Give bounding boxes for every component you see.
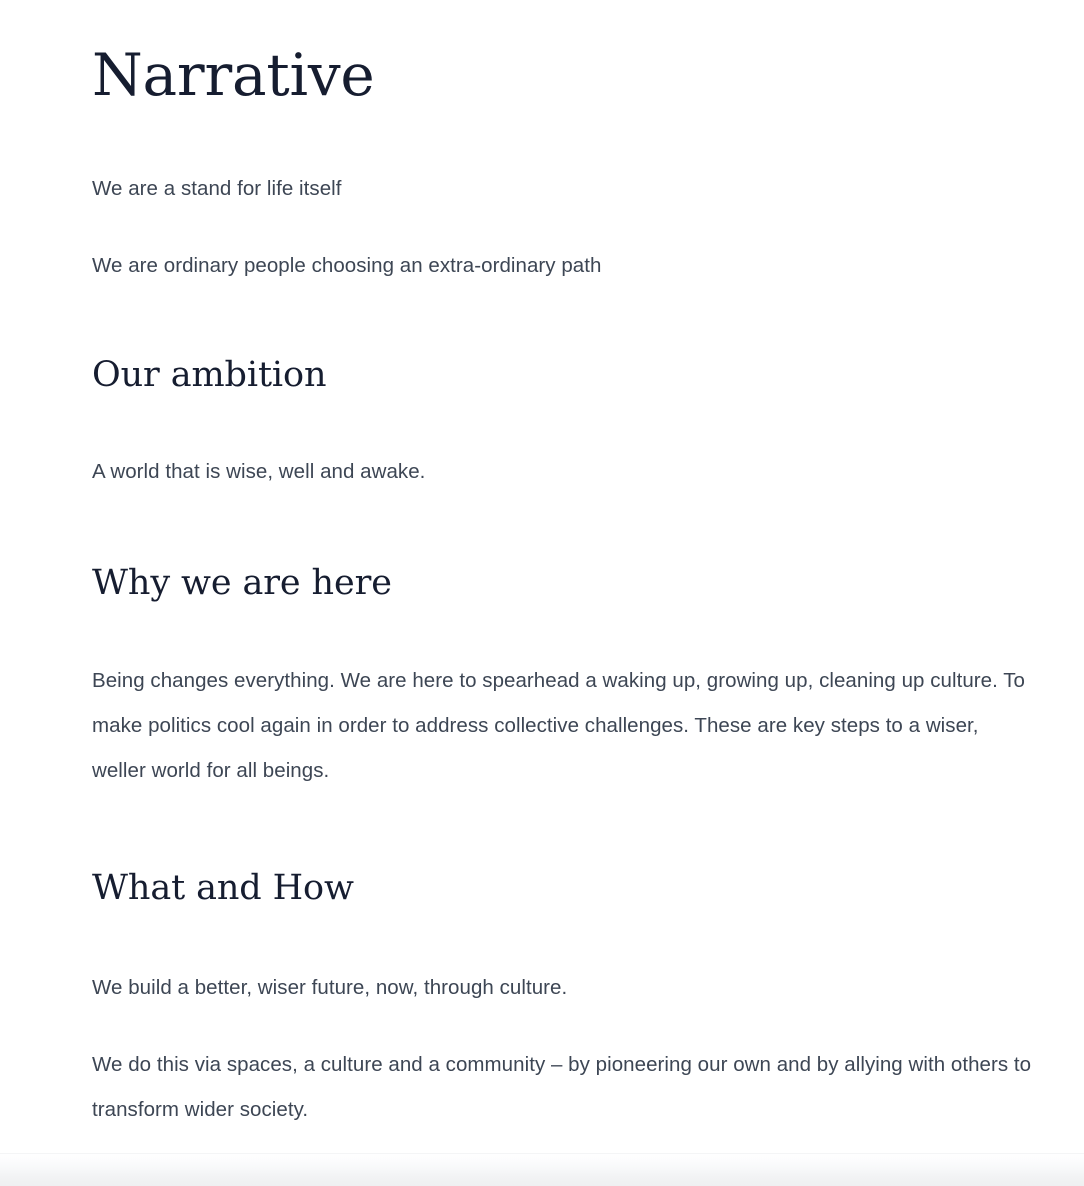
spacer <box>92 109 1036 166</box>
section-paragraph-our-ambition-1: A world that is wise, well and awake. <box>92 459 426 483</box>
section-heading-why-we-are-here: Why we are here <box>92 562 392 603</box>
intro-paragraph-1: We are a stand for life itself <box>92 176 342 200</box>
spacer <box>92 211 1036 243</box>
spacer <box>92 604 1036 658</box>
section-paragraph-what-and-how-2: We do this via spaces, a culture and a community – by pioneering our own and by allying with others to transform wider society. <box>92 1052 1032 1121</box>
spacer <box>92 288 1036 354</box>
spacer <box>92 793 1036 867</box>
spacer <box>92 396 1036 449</box>
page-title: Narrative <box>92 41 375 109</box>
page-bottom-edge <box>0 1153 1084 1186</box>
spacer <box>92 494 1036 562</box>
spacer <box>92 1010 1036 1042</box>
spacer <box>92 909 1036 965</box>
intro-paragraph-2: We are ordinary people choosing an extra-ordinary path <box>92 253 602 277</box>
page-edge-divider <box>0 1153 1084 1154</box>
section-paragraph-what-and-how-1: We build a better, wiser future, now, through culture. <box>92 975 568 999</box>
section-heading-our-ambition: Our ambition <box>92 354 327 395</box>
section-heading-what-and-how: What and How <box>92 867 354 908</box>
section-paragraph-why-we-are-here-1: Being changes everything. We are here to spearhead a waking up, growing up, cleaning up culture. To make politics cool again in order to address collective challenges. These are key steps to a wiser, weller world for all beings. <box>92 668 1025 782</box>
